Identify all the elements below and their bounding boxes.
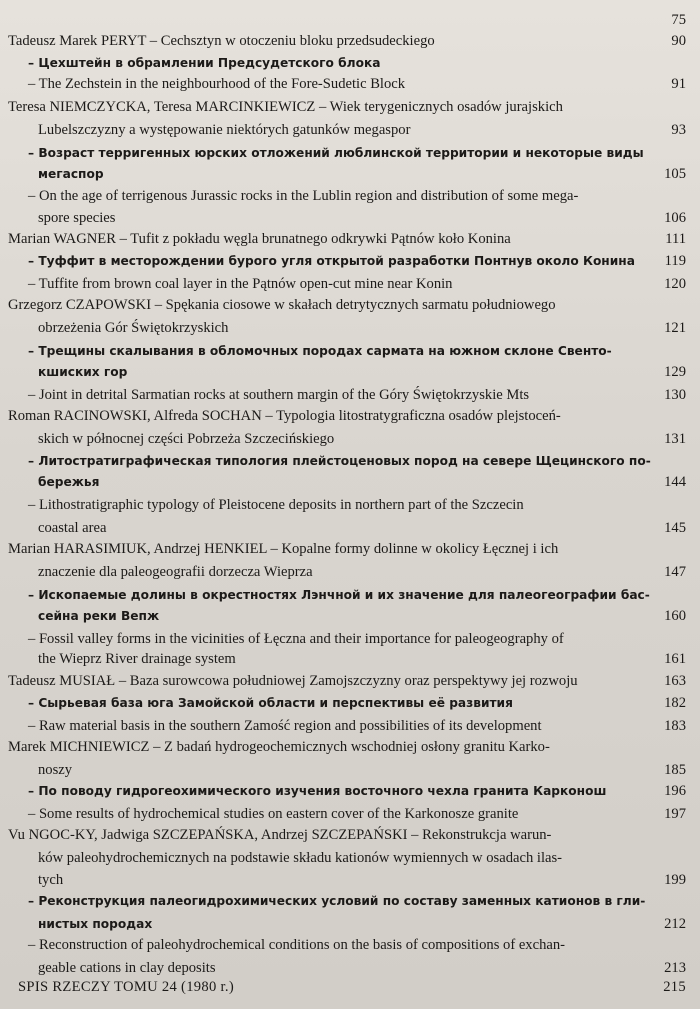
toc-entry-text: – Some results of hydrochemical studies on eastern cover of the Karkonosze granite — [28, 806, 519, 822]
toc-entry — [0, 29, 700, 53]
toc-page-number: 145 — [664, 520, 686, 536]
toc-entry — [0, 227, 700, 251]
toc-entry-text: – Литостратиграфическая типология плейстоценовых пород на севере Щецинского по- — [28, 454, 651, 468]
toc-entry-text: Vu NGOC-KY, Jadwiga SZCZEPAŃSKA, Andrzej SZCZEPAŃSKI – Rekonstrukcja warun- — [8, 827, 552, 843]
toc-page-number: 144 — [664, 474, 686, 490]
toc-entry-text: – Реконструкция палеогидрохимических условий по составу заменных катионов в гли- — [28, 894, 646, 908]
toc-entry — [0, 604, 700, 628]
toc-entry — [0, 537, 700, 561]
toc-entry-text: skich w północnej części Pobrzeża Szczecińskiego — [38, 431, 335, 447]
toc-entry-text: tych — [38, 872, 64, 888]
toc-entry-text: Marek MICHNIEWICZ – Z badań hydrogeochemicznych wschodniej osłony granitu Karko- — [8, 739, 550, 755]
toc-entry — [0, 162, 700, 186]
toc-entry-text: – Reconstruction of paleohydrochemical conditions on the basis of compositions of exchan- — [28, 937, 566, 953]
toc-entry-text: – Ископаемые долины в окрестностях Лэнчной и их значение для палеогеографии бас- — [28, 588, 650, 602]
toc-entry-text: – On the age of terrigenous Jurassic rocks in the Lublin region and distribution of some mega- — [28, 188, 579, 204]
toc-entry — [0, 647, 700, 671]
toc-entry — [0, 691, 700, 715]
toc-entry-text: Tadeusz Marek PERYT – Cechsztyn w otoczeniu bloku przedsudeckiego — [8, 33, 435, 49]
toc-page-number: 90 — [671, 33, 686, 49]
toc-entry — [0, 427, 700, 451]
toc-entry-text: Marian HARASIMIUK, Andrzej HENKIEL – Kopalne formy dolinne w okolicy Łęcznej i ich — [8, 541, 559, 557]
toc-entry — [0, 889, 700, 913]
toc-entry-text: znaczenie dla paleogeografii dorzecza Wieprza — [38, 564, 313, 580]
toc-page-number: 196 — [664, 783, 686, 799]
toc-entry-text: obrzeżenia Gór Świętokrzyskich — [38, 320, 229, 336]
toc-page-number: 199 — [664, 872, 686, 888]
toc-entry-text: – Tuffite from brown coal layer in the Pątnów open-cut mine near Konin — [28, 276, 453, 292]
toc-entry — [0, 404, 700, 428]
toc-page-number: 105 — [664, 166, 686, 182]
toc-page-number: 213 — [664, 960, 686, 976]
toc-entry — [0, 249, 700, 273]
toc-entry-text: – По поводу гидрогеохимического изучения восточного чехла гранита Карконош — [28, 784, 607, 798]
toc-entry — [0, 360, 700, 384]
toc-entry-text: Marian WAGNER – Tufit z pokładu węgla brunatnego odkrywki Pątnów koło Konina — [8, 231, 511, 247]
toc-page-number: 147 — [664, 564, 686, 580]
toc-page-number: 131 — [664, 431, 686, 447]
toc-page-number: 185 — [664, 762, 686, 778]
toc-page-number: 119 — [664, 253, 686, 269]
toc-page-number: 197 — [664, 806, 686, 822]
toc-entry — [0, 735, 700, 759]
toc-page-number: 93 — [671, 122, 686, 138]
toc-entry — [0, 779, 700, 803]
toc-entry-text: бережья — [38, 475, 100, 489]
toc-entry — [0, 975, 700, 999]
toc-entry-text: – Lithostratigraphic typology of Pleistocene deposits in northern part of the Szczecin — [28, 497, 524, 513]
toc-page-number: 182 — [664, 695, 686, 711]
toc-page-number: 129 — [664, 364, 686, 380]
toc-entry — [0, 184, 700, 208]
toc-entry — [0, 316, 700, 340]
toc-page-number: 120 — [664, 276, 686, 292]
toc-entry-text: Tadeusz MUSIAŁ – Baza surowcowa południowej Zamojszczyzny oraz perspektywy jej rozwoju — [8, 673, 578, 689]
toc-page-number: 111 — [665, 231, 686, 247]
toc-page-number: 75 — [671, 12, 686, 28]
toc-page-number: 183 — [664, 718, 686, 734]
toc-entry-text: сейна реки Вепж — [38, 609, 160, 623]
toc-entry — [0, 846, 700, 870]
toc-entry-text: – Сырьевая база юга Замойской области и перспективы её развития — [28, 696, 513, 710]
toc-entry — [0, 95, 700, 119]
toc-entry-text: – Raw material basis in the southern Zamość region and possibilities of its development — [28, 718, 542, 734]
toc-page-number: 212 — [664, 916, 686, 932]
toc-entry-text: – Joint in detrital Sarmatian rocks at southern margin of the Góry Świętokrzyskie Mts — [28, 387, 530, 403]
toc-entry-text: – Туффит в месторождении бурого угля открытой разработки Понтнув около Конина — [28, 254, 635, 268]
toc-entry-text: – The Zechstein in the neighbourhood of the Fore-Sudetic Block — [28, 76, 406, 92]
toc-entry-text: coastal area — [38, 520, 107, 536]
toc-page-number: 121 — [664, 320, 686, 336]
toc-entry-text: кшиских гор — [38, 365, 128, 379]
toc-page-number: 91 — [671, 76, 686, 92]
toc-entry — [0, 293, 700, 317]
toc-entry — [0, 118, 700, 142]
toc-page-number: 215 — [663, 979, 686, 995]
toc-entry-text: – Цехштейн в обрамлении Предсудетского блока — [28, 56, 381, 70]
toc-entry-text: – Fossil valley forms in the vicinities of Łęczna and their importance for paleogeography of — [28, 631, 564, 647]
toc-entry — [0, 72, 700, 96]
toc-entry-text: ków paleohydrochemicznych na podstawie składu kationów wymiennych w osadach ilas- — [38, 850, 563, 866]
toc-page-number: 163 — [664, 673, 686, 689]
toc-page-number: 161 — [664, 651, 686, 667]
toc-entry-text: Roman RACINOWSKI, Alfreda SOCHAN – Typologia litostratygraficzna osadów plejstoceń- — [8, 408, 561, 424]
toc-page-number: 130 — [664, 387, 686, 403]
toc-page-number: 160 — [664, 608, 686, 624]
toc-entry-text: spore species — [38, 210, 116, 226]
toc-entry — [0, 560, 700, 584]
toc-entry-text: the Wieprz River drainage system — [38, 651, 236, 667]
toc-entry — [0, 470, 700, 494]
toc-entry-text: SPIS RZECZY TOMU 24 (1980 r.) — [18, 979, 235, 995]
toc-entry-text: Teresa NIEMCZYCKA, Teresa MARCINKIEWICZ – Wiek terygenicznych osadów jurajskich — [8, 99, 563, 115]
toc-entry-text: Lubelszczyzny a występowanie niektórych gatunków megaspor — [38, 122, 411, 138]
toc-entry — [0, 823, 700, 847]
toc-entry — [0, 669, 700, 693]
toc-entry-text: Grzegorz CZAPOWSKI – Spękania ciosowe w skałach detrytycznych sarmatu południowego — [8, 297, 556, 313]
toc-page-number: 106 — [664, 210, 686, 226]
toc-entry-text: нистых породах — [38, 917, 153, 931]
toc-entry-text: – Возраст терригенных юрских отложений люблинской территории и некоторые виды — [28, 146, 644, 160]
toc-entry-text: – Трещины скалывания в обломочных породах сармата на южном склоне Свенто- — [28, 344, 612, 358]
toc-entry-text: мегаспор — [38, 167, 104, 181]
toc-entry-text: noszy — [38, 762, 73, 778]
toc-entry-text: geable cations in clay deposits — [38, 960, 216, 976]
toc-entry — [0, 493, 700, 517]
toc-entry — [0, 933, 700, 957]
